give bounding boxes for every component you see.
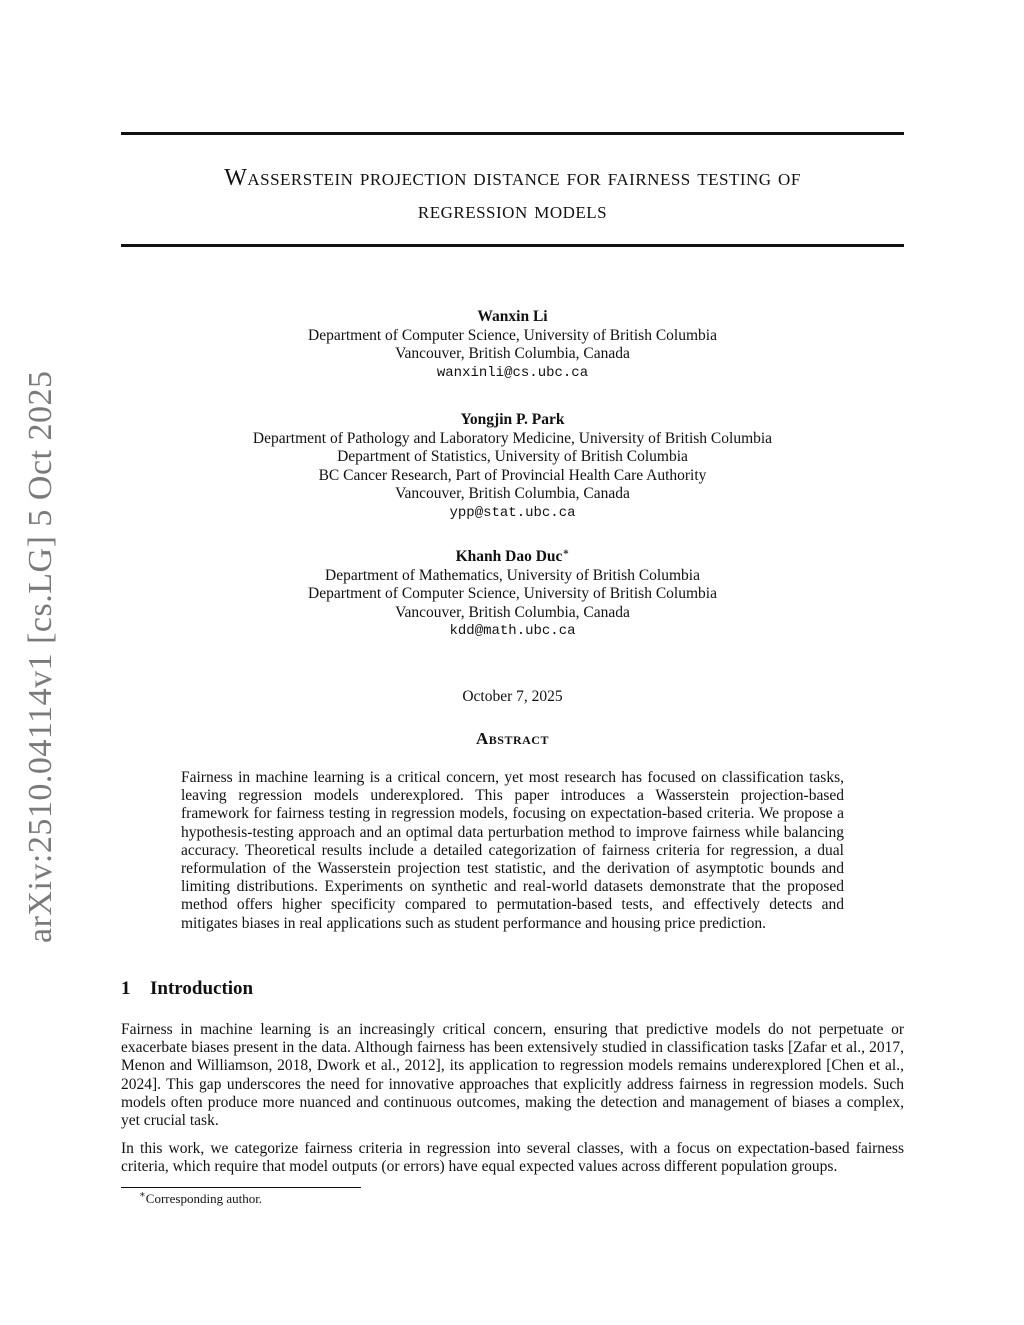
arxiv-identifier: arXiv:2510.04114v1 [cs.LG] 5 Oct 2025 [22, 370, 59, 943]
paper-title [121, 162, 904, 228]
footnote-marker: ∗ [139, 1189, 146, 1201]
author-email[interactable]: ypp@stat.ubc.ca [449, 504, 576, 521]
abstract-text: Fairness in machine learning is a critical concern, yet most research has focused on classification tasks, leaving regression models underexplored. This paper introduces a Wasserstein projection-based framework for fairness testing in regression models, focusing on expectation-based criteria. We propose a hypothesis-testing approach and an optimal data perturbation method to improve fairness while balancing accuracy. Theoretical results include a detailed categorization of fairness criteria for regression, a dual reformulation of the Wasserstein projection test statistic, and the derivation of asymptotic bounds and limiting distributions. Experiments on synthetic and real-world datasets demonstrate that the proposed method offers higher specificity compared to permutation-based tests, and effectively detects and mitigates biases in real applications such as student performance and housing price prediction. [181, 769, 844, 932]
title-line-1: Wasserstein projection distance for fairness testing of [224, 165, 801, 191]
section-title: Introduction [150, 978, 254, 999]
section-heading [121, 978, 253, 1000]
author-block-3 [121, 548, 904, 641]
intro-paragraph-1: Fairness in machine learning is an increasingly critical concern, ensuring that predictive models do not perpetuate or exacerbate biases present in the data. Although fairness has been extensively studied in classification tasks [Zafar et al., 2017, Menon and Williamson, 2018, Dwork et al., 2012], its application to regression models remains underexplored [Chen et al., 2024]. This gap underscores the need for innovative approaches that explicitly address fairness in regression models. Such models often produce more nuanced and continuous outcomes, making the detection and management of biases a complex, yet crucial task. [121, 1021, 904, 1130]
section-number: 1 [121, 978, 131, 999]
author-affiliation: Department of Computer Science, University of British Columbia [308, 326, 717, 344]
intro-paragraph-2: In this work, we categorize fairness criteria in regression into several classes, with a focus on expectation-based fairness criteria, which require that model outputs (or errors) have equal expected values across different population groups. [121, 1140, 904, 1176]
footnote-text: Corresponding author. [145, 1191, 263, 1206]
paper-date: October 7, 2025 [462, 688, 563, 705]
author-email[interactable]: kdd@math.ubc.ca [449, 623, 576, 639]
author-affiliation: Vancouver, British Columbia, Canada [395, 603, 630, 621]
title-bottom-rule [121, 244, 904, 247]
abstract-heading: Abstract [476, 729, 549, 748]
title-line-2: regression models [417, 198, 608, 224]
title-top-rule [121, 132, 904, 135]
author-name: Yongjin P. Park [460, 411, 565, 428]
author-block-2 [121, 411, 904, 522]
author-affiliation: Vancouver, British Columbia, Canada [395, 345, 630, 362]
author-name: Khanh Dao Duc∗ [455, 546, 570, 565]
author-affiliation: Department of Statistics, University of British Columbia [337, 448, 688, 465]
footnote-rule [121, 1187, 361, 1188]
footnote [139, 1191, 262, 1207]
author-affiliation: Vancouver, British Columbia, Canada [395, 485, 630, 502]
author-email[interactable]: wanxinli@cs.ubc.ca [436, 364, 589, 381]
author-affiliation: Department of Mathematics, University of British Columbia [325, 566, 700, 584]
author-block-1 [121, 308, 904, 382]
author-name: Wanxin Li [477, 308, 548, 325]
author-affiliation: Department of Computer Science, University of British Columbia [308, 585, 717, 602]
corresponding-author-marker: ∗ [562, 546, 570, 558]
author-affiliation: BC Cancer Research, Part of Provincial Health Care Authority [318, 466, 707, 484]
author-affiliation: Department of Pathology and Laboratory Medicine, University of British Columbia [252, 429, 773, 447]
